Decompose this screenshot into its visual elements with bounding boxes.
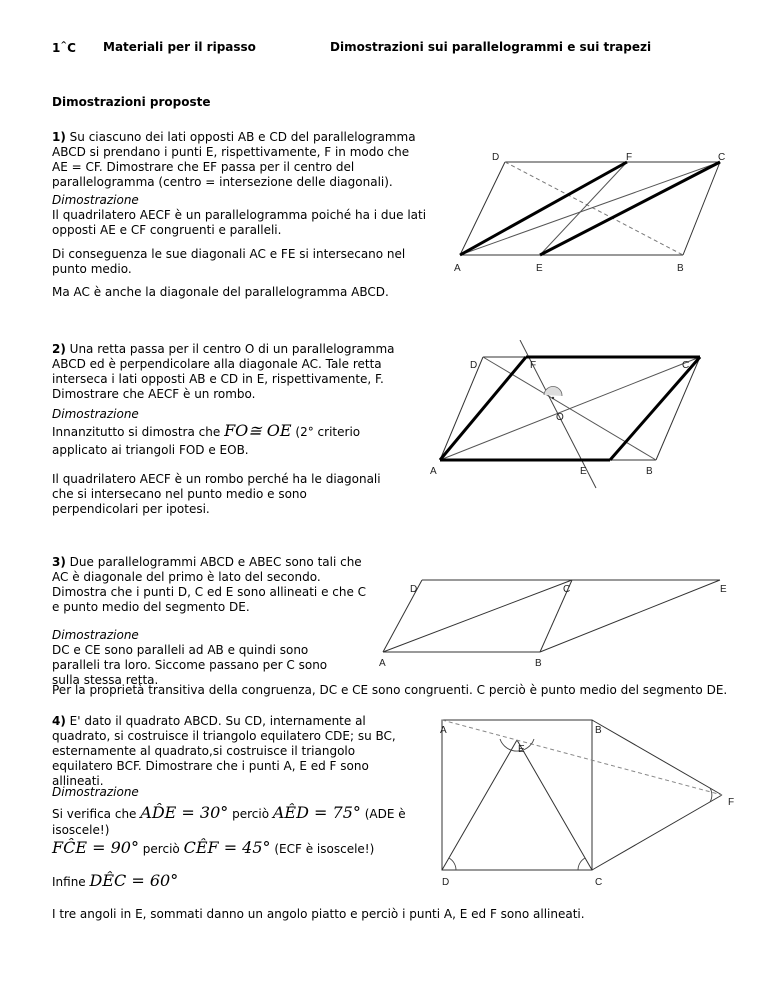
problem-1-statement	[52, 130, 427, 190]
point-label: B	[535, 658, 542, 669]
proof-text-part: perciò	[142, 842, 180, 856]
math-expression: FO≅ OE	[224, 421, 292, 440]
problem-text: E' dato il quadrato ABCD. Su CD, internamente al quadrato, si costruisce il triangolo equilatero CDE; su BC, esternamente al quadrato,si costruisce il triangolo equilatero BCF. Dimostrare che i punti A, E ed F sono allineati.	[52, 714, 396, 788]
problem-number: 3)	[52, 555, 66, 569]
proof-line	[52, 805, 432, 822]
proof-text	[52, 423, 432, 440]
proof-text: Il quadrilatero AECF è un parallelogramma poiché ha i due lati opposti AE e CF congruenti e paralleli.	[52, 208, 427, 237]
figure-1-parallelogram	[440, 140, 740, 290]
figure-3-parallelograms	[375, 570, 735, 670]
problem-text: Due parallelogrammi ABCD e ABEC sono tali che AC è diagonale del primo è lato del secondo. Dimostra che i punti D, C ed E sono allineati e che C e punto medio del segmento DE.	[52, 555, 367, 614]
point-label: D	[470, 360, 478, 371]
point-label: B	[677, 263, 684, 274]
proof-text: DC e CE sono paralleli ad AB e quindi sono paralleli tra loro. Siccome passano per C sono sulla stessa retta.	[52, 643, 328, 687]
section-title: Dimostrazioni proposte	[52, 95, 211, 109]
problem-4-statement	[52, 714, 414, 789]
proof-label: Dimostrazione	[52, 628, 139, 642]
proof-text: Di conseguenza le sue diagonali AC e FE si intersecano nel punto medio.	[52, 247, 406, 276]
proof-text: Il quadrilatero AECF è un rombo perché ha le diagonali che si intersecano nel punto medio e sono perpendicolari per ipotesi.	[52, 472, 381, 516]
problem-number: 1)	[52, 130, 66, 144]
proof-text-part: (2° criterio	[295, 425, 361, 439]
problem-text: Su ciascuno dei lati opposti AB e CD del parallelogramma ABCD si prendano i punti E, rispettivamente, F in modo che AE = CF. Dimostrare che EF passa per il centro del parallelogramma (centro = intersezione delle diagonali).	[52, 130, 416, 189]
proof-text: applicato ai triangoli FOD e EOB.	[52, 443, 249, 457]
point-label: D	[410, 584, 418, 595]
proof-text: Ma AC è anche la diagonale del parallelogramma ABCD.	[52, 285, 389, 299]
proof-text-part: (ECF è isoscele!)	[274, 842, 375, 856]
proof-text-part: Innanzitutto si dimostra che	[52, 425, 221, 439]
proof-label: Dimostrazione	[52, 193, 139, 207]
point-label: C	[682, 360, 690, 371]
point-label: F	[728, 797, 735, 808]
point-label: B	[595, 725, 602, 736]
proof-text-part: Si verifica che	[52, 807, 137, 821]
point-label: E	[536, 263, 543, 274]
proof-text: isoscele!)	[52, 823, 110, 837]
problem-number: 4)	[52, 714, 66, 728]
conclusion-text: I tre angoli in E, sommati danno un angolo piatto e perciò i punti A, E ed F sono allineati.	[52, 907, 585, 921]
problem-3-statement	[52, 555, 372, 615]
point-label: A	[379, 658, 386, 669]
proof-text-part: Infine	[52, 875, 86, 889]
problem-number: 2)	[52, 342, 66, 356]
point-label: E	[720, 584, 727, 595]
proof-text: Per la proprietà transitiva della congruenza, DC e CE sono congruenti. C perciò è punto medio del segmento DE.	[52, 683, 728, 697]
header-materials: Materiali per il ripasso	[103, 40, 256, 54]
proof-text-part: (ADE è	[364, 807, 406, 821]
point-label: B	[646, 466, 653, 477]
point-label: D	[492, 152, 500, 163]
point-label: C	[718, 152, 726, 163]
point-label: D	[442, 877, 450, 888]
point-label: C	[595, 877, 603, 888]
header-topic: Dimostrazioni sui parallelogrammi e sui trapezi	[330, 40, 652, 54]
proof-text-part: perciò	[232, 807, 270, 821]
math-expression: AÊD = 75°	[272, 803, 361, 822]
math-expression: FĈE = 90°	[52, 838, 139, 857]
proof-label: Dimostrazione	[52, 407, 139, 421]
math-expression: CÊF = 45°	[183, 838, 271, 857]
proof-label: Dimostrazione	[52, 785, 139, 799]
point-label: E	[518, 744, 525, 755]
problem-text: Una retta passa per il centro O di un parallelogramma ABCD ed è perpendicolare alla diagonale AC. Tale retta interseca i lati opposti AB e CD in E, rispettivamente, F. Dimostrare che AECF è un rombo.	[52, 342, 395, 401]
math-expression: AD̂E = 30°	[140, 803, 229, 822]
proof-line	[52, 840, 374, 857]
point-label: O	[556, 412, 564, 423]
point-label: A	[454, 263, 461, 274]
math-expression: DÊC = 60°	[89, 871, 179, 890]
proof-line	[52, 873, 178, 890]
header-class: 1^C	[52, 40, 76, 55]
point-label: A	[440, 725, 447, 736]
problem-2-statement	[52, 342, 427, 402]
point-label: F	[626, 152, 633, 163]
point-label: E	[580, 466, 587, 477]
point-label: F	[530, 360, 537, 371]
point-label: C	[563, 584, 571, 595]
figure-2-rhombus	[420, 340, 740, 490]
figure-4-square	[430, 710, 750, 890]
point-label: A	[430, 466, 437, 477]
